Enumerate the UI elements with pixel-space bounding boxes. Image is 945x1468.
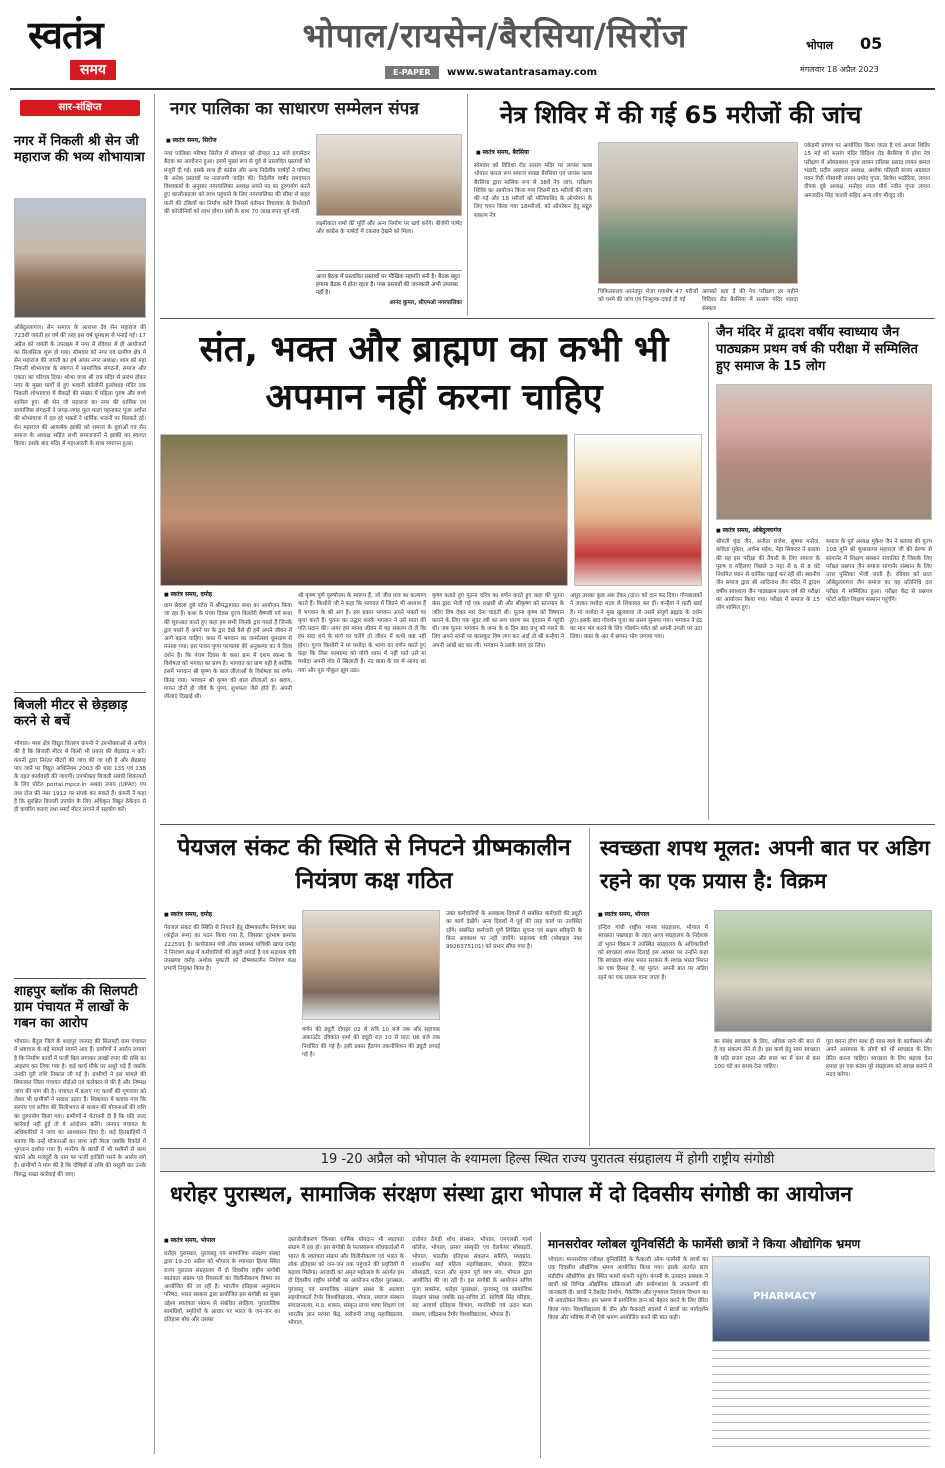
website-link[interactable]: www.swatantrasamay.com — [447, 67, 598, 78]
sironj-byline: ■ स्वतंत्र समय, सिरोंज — [166, 136, 217, 144]
edition-title: भोपाल/रायसेन/बैरसिया/सिरोंज — [302, 16, 688, 55]
damoh-byline: ■ स्वतंत्र समय, दमोह — [164, 590, 212, 598]
story-jain — [712, 322, 935, 820]
seminar-banner-text: 19 -20 अप्रैल को भोपाल के श्यामला हिल्स स्थित राज्य पुरातत्व संग्रहालय में होगी राष्ट्रीय संगोष्ठी — [320, 1152, 775, 1167]
berasia-body-3: आपको बता दें की नेत्र परीक्षण हर महीने विदिशा रोड बैरसिया में सत्संग मंदिर शारदा संस्कार — [702, 289, 798, 312]
damoh-col2: श्री कृष्ण पूर्ण पुरुषोत्तम के स्वरूप हैं, जो जीव मात्र का कल्याण करते हैं। किशोरी जी ने कहा कि भागवत में जितने भी अध्याय हैं वे भगवान के श्री अंग हैं। इस प्रकार भगवान अपने भक्तों पर कृपा करते हैं। पुतना का उद्धार करके भगवान ने उसे माता की गति प्रदान की। अगर हम मानव जीवन में यह संकल्प ले लें कि हम सदा धर्म के मार्ग पर चलेंगे तो जीवन में कभी कष्ट नहीं होगा। पूज्य किशोरी ने मां यशोदा के भाग्य का वर्णन करते हुए कहा कि जिस परमात्मा को योगी ध्यान में नहीं पाते उसे मां यशोदा अपनी गोद में खिलाती हैं। नंद बाबा के घर में आनंद छा गया और पूरा गोकुल झूम उठा। — [298, 593, 426, 674]
berasia-body-2: चिकित्सालय आनंदपुर भेजा गयाशेष 47 मरीजों को चश्मे की जांच एवं निःशुल्क दवाई दी गई — [598, 289, 698, 304]
sironj-headline[interactable]: नगर पालिका का साधारण सम्मेलन संपन्न — [170, 99, 419, 119]
pharmacy-headline[interactable]: मानसरोवर ग्लोबल यूनिवर्सिटी के फार्मेसी छात्रों ने किया औद्योगिक भ्रमण — [548, 1237, 861, 1251]
mulat-col1: इन्दिरा गांधी राष्ट्रीय मानव संग्रहालय, भोपाल में स्वच्छता पखवाड़ा के तहत आज संग्रहालय के निदेशक डॉ भुवन विक्रम ने उपस्थित संग्रहालय के अधिकारियों को स्वच्छता शपथ दिलाई इस अवसर पर उन्होंने कहा कि स्वच्छता शपथ भारत सरकार के स्वच्छ भारत मिशन का एक हिस्सा है, यह मूलत: अपनी बात पर अडिग रहने का एक प्रयास माना जाता है। — [598, 925, 708, 981]
water-byline: ■ स्वतंत्र समय, दमोह — [164, 910, 212, 918]
seminar-banner — [160, 1148, 935, 1172]
story-damoh — [160, 322, 705, 820]
logo-bottom-text: समय — [70, 60, 116, 80]
sidebar-story2-body: भोपाल। मध्य क्षेत्र विद्युत वितरण कंपनी ने उपभोक्ताओं से अपील की है कि बिजली मीटर से किसी भी प्रकार की छेड़छाड़ न करें। कंपनी द्वारा निरंतर मीटरों की जांच की जा रही है और छेड़छाड़ पाए जाने पर विद्युत अधिनियम 2003 की धारा 135 एवं 138 के तहत कार्यवाही की जाएगी। उपभोक्ता बिजली संबंधी शिकायतों के लिए पोर्टल portal.mpcz.in अथवा उपाय (UPAY) एप तथा टोल फ्री नंबर 1912 पर संपर्क कर सकते हैं। कंपनी ने कहा है कि सुरक्षित बिजली उपयोग के लिए अधिकृत विद्युत ठेकेदार से ही वायरिंग कराएं तथा स्मार्ट मीटर लगाने में सहयोग करें। — [14, 741, 146, 814]
seminar-headline[interactable]: धरोहर पुरास्थल, सामाजिक संरक्षण संस्था द्वारा भोपाल में दो दिवसीय संगोष्ठी का आयोजन — [170, 1182, 853, 1206]
sidebar-story1-headline[interactable]: नगर में निकली श्री सेन जी महाराज की भव्य शोभायात्रा — [14, 134, 145, 165]
city-label: भोपाल — [806, 39, 834, 52]
jain-exam-photo — [716, 384, 932, 520]
page-info — [800, 34, 920, 78]
date-label: मंगलवार 18 अप्रैल 2023 — [800, 65, 879, 74]
sidebar-story3-body: भोपाल। बैतूल जिले के शाहपुर जनपद की सिलपटी ग्राम पंचायत में भ्रष्टाचार के बड़े मामले सामने आए हैं। ग्रामीणों ने आरोप लगाया है कि निर्माण कार्यों में फर्जी बिल लगाकर लाखों रुपए की राशि का आहरण कर लिया गया है। कई कार्य मौके पर अधूरे पड़े हैं जबकि उनकी पूरी राशि निकाल ली गई है। ग्रामीणों ने इस मामले की शिकायत जिला पंचायत सीईओ एवं कलेक्टर से की है और निष्पक्ष जांच की मांग की है। पंचायत में कराए गए कार्यों की गुणवत्ता को लेकर भी ग्रामीणों ने सवाल उठाए हैं। शिकायत में बताया गया कि सरपंच एवं सचिव की मिलीभगत से शासन की योजनाओं की राशि का दुरुपयोग किया गया। ग्रामीणों ने चेतावनी दी है कि यदि जल्द कार्रवाई नहीं हुई तो वे आंदोलन करेंगे। जनपद पंचायत के अधिकारियों ने जांच का आश्वासन दिया है। कई हितग्राहियों ने बताया कि उन्हें योजनाओं का लाभ नहीं मिला जबकि रिकॉर्ड में भुगतान दर्शाया गया है। मनरेगा के कार्यों में भी मशीनों से काम कराने और मजदूरों के नाम पर फर्जी हाजिरी भरने के आरोप लगे हैं। ग्रामीणों ने मांग की है कि दोषियों से राशि की वसूली कर उनके विरुद्ध सख्त कार्रवाई की जाए। — [14, 1039, 146, 1178]
sidebar-story2-headline[interactable]: बिजली मीटर से छेड़छाड़ करने से बचें — [14, 698, 128, 729]
sidebar-story1-body: ओबेदुल्लागंज। सेन समाज के आराध्य देव सेन महाराज की 723वीं जयंती हर वर्ष की तरह इस वर्ष धूमधाम से मनाई गई। 17 अप्रैल को जयंती के उपलक्ष्य में नगर में रविवार से ही आयोजनों का सिलसिला शुरू हो गया। सोमवार को नगर एवं ग्रामीण क्षेत्र में सेन महाराज की जयंती का हर्ष अपार नगर अध्यक्ष। शाम को यहां निकली शोभायात्रा के स्वागत में सामाजिक संगठनों, समाज और एकता का परिचय दिया। शोभा यात्रा श्री राम मंदिर से प्रारंभ होकर नगर के मुख्य मार्गों से हुए भवानी कॉलोनी हुल्लेशाह मंदिर तक निकली शोभायात्रा में सैकड़ों की संख्या में महिला पुरुष और बच्चे शामिल हुए। श्री सेन जी महाराज का नगर की धार्मिक एवं सामाजिक संगठनों ने जगह-जगह फूल माला पहनाकर पूजा अर्चना की शोभायात्रा में दल रहे भक्तों ने धार्मिक भजनों पर थिरकते रहे। सेन महाराज की आकर्षक झांकी को समाज के युवाओं एवं सेन समाज के अध्यक्ष सहित सभी समाजजनों ने झांकी का स्वागत किया। इसके बाद मंदिर में महाआरती के साथ समापन हुआ। — [14, 325, 146, 448]
row2-rule — [160, 824, 935, 825]
logo-top-text: स्वतंत्र — [28, 12, 103, 57]
story-water — [160, 828, 585, 1146]
pharmacy-body: भोपाल। मानसरोवर ग्लोबल यूनिवर्सिटी के फैकल्टी ऑफ फार्मेसी के छात्रों का एक दिवसीय औद्योगिक भ्रमण आयोजित किया गया। इसके अंतर्गत छात्र मंडीदीप औद्योगिक क्षेत्र स्थित फार्मा कंपनी पहुंचे। कंपनी के उत्पादन प्रबंधक ने छात्रों को विभिन्न औद्योगिक प्रक्रियाओं और प्रयोगशाला के उपकरणों की जानकारी दी। छात्रों ने टैबलेट निर्माण, पैकेजिंग और गुणवत्ता नियंत्रण विभाग का भी अवलोकन किया। इस भ्रमण में प्रायोगिक ज्ञान को बेहतर करने के लिए प्रेरित किया गया। विश्वविद्यालय के डीन और फैकल्टी सदस्यों ने छात्रों का मार्गदर्शन किया और भविष्य में भी ऐसे भ्रमण आयोजित करने की बात कही। — [548, 1257, 708, 1322]
seminar-column-rule — [540, 1232, 541, 1458]
damoh-column-rule — [708, 322, 709, 820]
berasia-body: सोमवार को विदिशा रोड सत्संग मंदिर पर लायंस क्लब भोपाल कपल रूप समाज शाखा बैरसिया एवं लायंस क्लब बैरसिया द्वारा मासिक रूप से 38वें नेत्र जांच, परीक्षण शिविर का आयोजन किया गया जिसमें 65 मरीजों की जांच की गई और 18 मरीजों को मोतियाबिंद के ऑपरेशन के लिए चयन किया गया 18मरीजों, को ऑपरेशन हेतु सद्गुरु संकल्प नेत्र — [474, 163, 592, 219]
sironj-column-rule — [467, 94, 468, 316]
story-sironj — [160, 94, 465, 316]
berasia-camp-photo — [598, 142, 798, 284]
water-headline[interactable]: पेयजल संकट की स्थिति से निपटने ग्रीष्मकालीन नियंत्रण कक्ष गठित — [177, 835, 571, 894]
damoh-col4: असुर उसका कुछ अंश देकर (दांत) को दान कर दिया। गोपबालकों ने जाकर यशोदा माता से शिकायत कर दी। कन्हैया ने माटी खाई है। मां यशोदा ने मुख खुलवाया तो उसमें संपूर्ण ब्रह्मांड के दर्शन हुए। इसके बाद गोवर्धन पूजा का प्रसंग सुनाया गया। भगवान ने इंद्र का मान भंग करने के लिए गोवर्धन पर्वत को अपनी उंगली पर उठा लिया। कथा के अंत में छप्पन भोग लगाया गया। — [570, 593, 702, 641]
jain-byline: ■ स्वतंत्र समय, ओबेदुल्लागंज — [716, 526, 781, 534]
mulat-headline[interactable]: स्वच्छता शपथ मूलत: अपनी बात पर अडिग रहने का एक प्रयास है: विक्रम — [600, 836, 930, 893]
sironj-quote-author: आनंद कुमार, सीएमओ नगरपालिका — [316, 299, 462, 307]
water-officer-photo — [302, 910, 440, 1020]
jain-col1: श्रीमती वृंदा जैन, अनीता राजेश, सुषमा मनोज, कविता मुकेश, अर्चना महेश, नेहा सिकंदर ने बताया की यह इस परीक्षा की तैयारी के लिए समाज के पुरुष व महिलाएं पिछले 3 महा से 6 से 8 घंटे नियमित ध्यान से धार्मिक पढ़ाई कर रही थीं। स्थानीय जैन समाज द्वारा श्री आदिनाथ जैन मंदिर में द्वादश वर्षीय स्वाध्याय जैन पाठ्यक्रम प्रथम वर्ष की परीक्षा का आयोजन किया गया। परीक्षा में समाज के 15 लोग शामिल हुए। — [716, 539, 820, 612]
story-berasia — [470, 94, 935, 316]
sironj-quote-box — [316, 270, 462, 310]
pharmacy-banner-text: PHARMACY — [753, 1291, 817, 1302]
sidebar-divider-2 — [14, 978, 146, 979]
mulat-col2: का संबंध स्वच्छता के लिए, अधिक रहने की बात से है यह संकल्प लेने से है। इस कार्य हेतु स्वयं स्वच्छता के प्रति सजग रहना और साल भर में कम से कम 100 घंटे का समय देना चाहिए। — [714, 1039, 820, 1070]
sidebar-story3-headline[interactable]: शाहपुर ब्लॉक की सिलपटी ग्राम पंचायत में लाखों के गबन का आरोप — [14, 984, 138, 1031]
sironj-body-2: लक्ष्मीकांत शर्मा की मूर्ति और अन्य निर्माण पर खर्च करेंगे। बीजेपी पार्षद और कांग्रेस के पार्षदों में टकराव देखने को मिला। — [316, 221, 462, 236]
sidebar-column-rule — [154, 94, 155, 1454]
seminar-col2: दस्तावेजीकरण जिनका धार्मिक योगदान भी स्वतंत्रता संग्राम में रहा हो। इस संगोष्ठी के फलस्वरूप शोधकर्ताओं में भारत के स्वतंत्रता संग्राम और विलीनीकरण एवं भारत के लोक इतिहास को जन-जन तक पहुंचाने की प्रवृत्तियों में बढ़ावा मिलेगा। आजादी का अमृत महोत्सव के अंतर्गत इस दो दिवसीय राष्ट्रीय संगोष्ठी का आयोजन धरोहर पुरास्थल, पुरावस्तु एवं सामाजिक संरक्षण संस्था के आलावा सहयोगकर्ता टैगोर विश्वविद्यालय, भोपाल, स्वराज संस्थान संचालनालय, म.प्र. शासन, संस्कृत प्राच्य भाषा शिक्षण एवं भारतीय ज्ञान परंपरा केंद्र, सरोजनी नायडू महाविद्यालय, भोपाल, — [288, 1237, 404, 1326]
damoh-col3: कृष्ण बताते हुए पूतना चरित्र का वर्णन करते हुए कहा की पूतना कंस द्वारा भेजी गई एक राक्षसी थी और श्रीकृष्ण को स्तनपान के जरिए विष देकर मार देना चाहती थी। पूतना कृष्ण को विषपान कराने के लिए एक सुंदर स्त्री का रूप धारण कर वृंदावन में पहुंची थी। जब पूतना भगवान के जन्म के 6 दिन बाद प्रभु को मारने के लिए अपने स्तनों पर कालकूट विष लगा कर आई तो श्री कन्हैया ने अपनी आंखें बंद कर ली। भगवान ने उसके प्राण हर लिए। — [432, 593, 564, 649]
epaper-bar — [385, 66, 785, 79]
story-pharmacy — [544, 1232, 935, 1458]
mulat-col3: पूरा करना होगा साथ ही साथ स्वयं के कार्यस्थल और अपने आसपास के लोगों को भी स्वच्छता के लिए प्रेरित करना चाहिए। स्वच्छता के लिए बढ़ावा देना हमारा हर एक कदम पूरे संग्रहालय को स्वच्छ बनाने में मदद करेगा। — [826, 1039, 932, 1079]
sidebar-story1-photo — [14, 198, 146, 318]
berasia-body-4: एकेडमी प्रांगण पर आयोजित किया जाता है एवं अगला शिविर 15 मई को सत्संग मंदिर विदिशा रोड बैरसिया में होगा नेत्र परीक्षण में ओमप्रकाश गुप्ता लायन राधिका प्रसाद लायन कमल भंडारी, प्रदीप अग्रवाल अध्यक्ष, अशोक परिहारी संजय अग्रवाल पवन गिरी गोस्वामी लायन प्रमोद गुप्ता, बिजेश भदोरिया, लायन दीपक दुबे अध्यक्ष, मनोहर लाल मौर्य नवीन गुप्ता लायन अमजदीन सिंह यादवी सहित अन्य लोग मौजूद रहे। — [804, 143, 930, 199]
water-col2: वर्णन की ड्यूटी दोपहर 02 से रात्रि 10 बजे तक और सहायक अकाउंटेंट रविकांत शर्मा की ड्यूटी रात 10 से प्रातः 06 बजे तक निर्धारित की गई है। इसी प्रकार हैंडपंप तकनीशियन की ड्यूटी लगाई गई है। — [302, 1027, 440, 1058]
sidebar-divider-1 — [14, 692, 146, 693]
mulat-byline: ■ स्वतंत्र समय, भोपाल — [598, 910, 649, 918]
story-seminar-body — [160, 1212, 536, 1458]
row1-rule — [160, 318, 935, 319]
sironj-quote-text: आज बैठक में प्रस्तावित प्रस्तावों पर मौखिक सहमति बनी है। बैठक बहुत हंगामा बैठक में होता रहता है। पास प्रस्तावों की जानकारी अभी उपलब्ध नहीं है। — [316, 273, 462, 299]
sidebar-section-label: सार-संक्षिप्त — [20, 100, 140, 116]
story-mulat — [594, 828, 935, 1146]
mulat-group-photo — [714, 910, 932, 1032]
jain-col2: समाज के पूर्व अध्यक्ष मुकेश जैन ने बताया की पूज्य 108 मुनि श्री सुधासागर महाराज जी की प्रेरणा से सांगानेर में शिक्षण संस्थान संचालित है जिसके लिए परीक्षा प्रश्नपत्र जैन समाज सांगानेर संस्थान के लिए उत्तर पुस्तिका भेजी जाती है। रविवार को प्रातः ओबेदुल्लागंज जैन समाज का यह प्रतिनिधि दल परीक्षा में सम्मिलित हुआ। परीक्षा केंद्र से प्रश्नपत्र फोटो सहित शिक्षण संस्थान पहुंचेंगे। — [826, 539, 932, 604]
masthead — [0, 0, 945, 90]
berasia-byline: ■ स्वतंत्र समय, बैरसिया — [476, 148, 529, 156]
logo[interactable] — [28, 14, 163, 86]
story-seminar — [160, 1174, 935, 1212]
pharmacy-body-continued — [712, 1346, 930, 1454]
water-col3: उक्त कर्मचारियों के अवकाश दिवसों में संबंधित कर्मचारी की ड्यूटी का कार्य देखेंगे। अन्य दिवसों में पूर्व की तरह कार्य पर उपस्थित रहेंगे। संबंधित कर्मचारी पूर्ण लिखित सूचना एवं सक्षम स्वीकृति के बिना अवकाश पर नहीं जायेंगे। सहायक यंत्री (मोबाइल नंबर 9926375101) को प्रभार सौंपा गया है। — [446, 911, 582, 951]
seminar-col1: धरोहर पुरास्थल, पुरावस्तु एवं सामाजिक संरक्षण संस्था द्वारा 19-20 अप्रैल को भोपाल के श्यामला हिल्स स्थित राज्य पुरातत्व संग्रहालय में दो दिवसीय राष्ट्रीय संगोष्ठी स्वतंत्रता संग्राम एवं रियासतों का विलीनीकरण विषय पर आयोजित की जा रही है। भारतीय इतिहास अनुसंधान परिषद, भारत सरकार द्वारा प्रायोजित इस संगोष्ठी का मुख्य उद्देश्य स्वतंत्रता संग्राम से संबंधित साहित्य, पुरातात्विक सामग्रियों, स्मृतियों के आधार पर भारत के जन-जन का इतिहास बोध और उसका — [164, 1251, 280, 1324]
masthead-rule — [10, 88, 935, 90]
epaper-label: E-PAPER — [385, 66, 439, 79]
jain-headline[interactable]: जैन मंदिर में द्वादश वर्षीय स्वाध्याय जैन पाठ्यक्रम प्रथम वर्ष की परीक्षा में सम्मिलित हुए समाज के 15 लोग — [716, 325, 918, 374]
seminar-byline: ■ स्वतंत्र समय, भोपाल — [164, 1236, 215, 1244]
water-column-rule — [589, 828, 590, 1146]
page-number: 05 — [860, 34, 883, 53]
water-col1: पेयजल संकट की स्थिति से निपटने हेतु ग्रीष्मकालीन नियंत्रण कक्ष (कंट्रोल रूम) का गठन किया गया है, जिसका दूरभाष क्रमांक 222591 है। कार्यपालन यंत्री लोक स्वास्थ्य यांत्रिकी खण्ड दमोह ने नियंत्रण कक्ष में कर्मचारियों की ड्यूटी लगाई है एवं सहायक यंत्री उपखण्ड दमोह अशोक मुकाती को ग्रीष्मकालीन नियंत्रण कक्ष प्रभारी नियुक्त किया है। — [164, 925, 296, 973]
damoh-col1: ग्राम छेवला दुबे पटेरा में श्रीमद्भागवत कथा का आयोजन किया जा रहा है। कथा के पंचम दिवस पूज्य किशोरी वैष्णवी गर्ग कथा की शुरुआत करते हुए कहा हम सभी जिनके द्वार पधारे हैं जिनके द्वार पधारे हैं अपने घर के द्वार देखे वैसे ही हमें अपने जीवन में आगे बढ़ना चाहिए। कथा में भगवान का जन्मोत्सव धूमधाम से मनाया गया। इस पावन पुण्य परमात्मा की अनुकम्पा का ये दिव्य दर्शन है। कि पंचम दिवस के कथा क्रम में दशम स्कन्ध के विशेषता को भगवत का प्राण है। भागवत का प्राण यही है क्योंकि इसमें भगवान श्री कृष्ण के बाल लीलाओं के विशेषता का वर्णन किया गया। भगवान श्री कृष्ण की बाल लीलाओं का श्रवण, गायन दोनों ही जीवे के पुण्य, शुभफल जैसे होते हैं। अपनी लीलाएं दिखाई थीं। — [164, 603, 292, 701]
sironj-body: नगर पालिका परिषद सिरोंज में सोमवार को दोपहर 12 बजे हंगामेदार बैठक का आयोजन हुआ। इसमें मुख्य रूप से पूर्व से प्रस्तावित प्रस्तावों को मंजूरी दी गई। इसके साथ ही कांग्रेस और अन्य निर्दलीय पार्षदों ने परिषद के अनेक प्रस्तावों पर नाराजगी जाहिर की। निर्दलीय पार्षद रामदयाल विश्वकर्मा के अनुसार नगरपालिका अध्यक्ष अपने पद का दुरुपयोग करते हुए कालोनाइजर को लाभ पहुंचाने के लिए नगरपालिका की सीमा से बाहर पानी की टंकियों का निर्माण करेंगे जिससे वर्तमान विधायक के रिश्तेदारों की कॉलोनियों को लाभ होगा। इसी के साथ 70 लाख रुपए पूर्व मंत्री — [164, 151, 310, 216]
sidebar — [10, 94, 150, 1458]
pharmacy-group-photo — [712, 1256, 930, 1342]
sironj-meeting-photo — [316, 134, 462, 216]
damoh-crowd-photo — [160, 434, 568, 586]
seminar-col3: दत्तोपंत ठेंगड़ी शोध संस्थान, भोपाल, एमएलबी गर्ल्स कॉलेज, भोपाल, प्रसार संस्कृति एवं वेलफेयर सोसाइटी, भोपाल, भारतीय इतिहास संकलन समिति, मध्यप्रांत, शासकीय साईं महिला महाविद्यालय, भोपाल, हेरिटेज सोसाइटी, पटना और सृजन पूर्व छात्र संघ, भोपाल द्वारा आयोजित की जा रही है। इस संगोष्ठी के आयोजन सचिव पूजा सक्सेना, धरोहर पुरास्थल, पुरावस्तु एवं सामाजिक संरक्षण संस्था जबकि सह-सचिव डॉ. सावित्री सिंह परिहार, सह आचार्य इतिहास विभाग, मानविकी एवं उदार कला संकाय, रवींद्रनाथ टैगोर विश्वविद्यालय, भोपाल हैं। — [412, 1237, 532, 1318]
damoh-speaker-photo — [574, 434, 702, 586]
damoh-headline[interactable]: संत, भक्त और ब्राह्मण का कभी भी अपमान नहीं करना चाहिए — [199, 329, 669, 418]
berasia-headline[interactable]: नेत्र शिविर में की गई 65 मरीजों की जांच — [500, 101, 862, 129]
